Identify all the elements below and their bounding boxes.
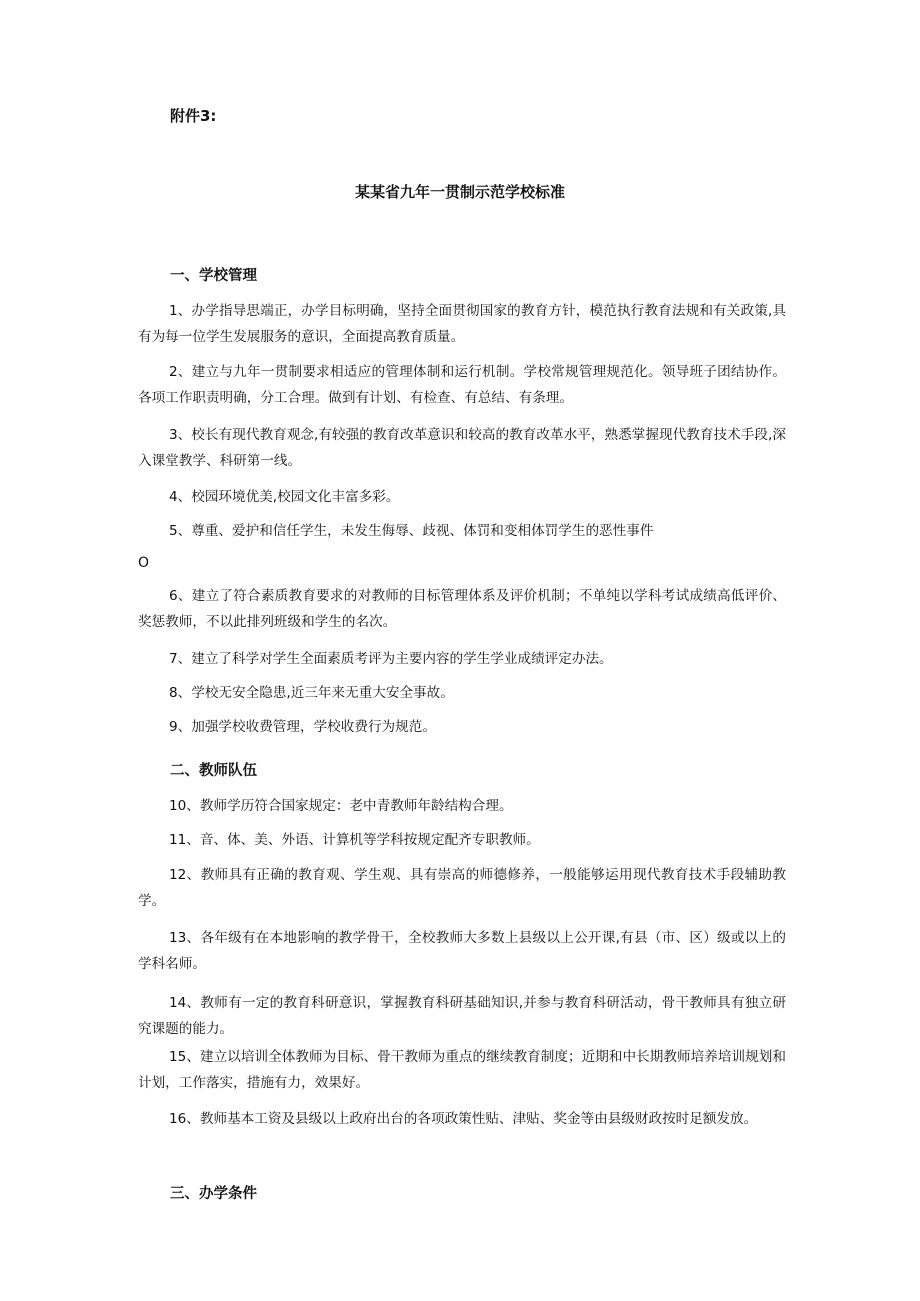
- section-heading-teachers: 二、教师队伍: [170, 763, 257, 779]
- list-item: 3、校长有现代教育观念,有较强的教育改革意识和较高的教育改革水平，熟悉掌握现代教育技术手段,深入课堂教学、科研第一线。: [138, 427, 786, 469]
- list-item: 10、教师学历符合国家规定：老中青教师年龄结构合理。: [169, 798, 513, 814]
- stray-mark: O: [138, 555, 150, 571]
- list-item: 9、加强学校收费管理，学校收费行为规范。: [169, 719, 436, 735]
- document-title: 某某省九年一贯制示范学校标准: [354, 183, 565, 201]
- list-item: 2、建立与九年一贯制要求相适应的管理体制和运行机制。学校常规管理规范化。领导班子团结协作。各项工作职责明确，分工合理。做到有计划、有检查、有总结、有条理。: [138, 364, 786, 406]
- attachment-label: 附件3:: [170, 107, 217, 125]
- list-item: 7、建立了科学对学生全面素质考评为主要内容的学生学业成绩评定办法。: [169, 651, 613, 667]
- list-item: 16、教师基本工资及县级以上政府出台的各项政策性贴、津贴、奖金等由县级财政按时足额发放。: [169, 1111, 758, 1127]
- list-item: 5、尊重、爱护和信任学生，未发生侮辱、歧视、体罚和变相体罚学生的恶性事件: [169, 523, 654, 539]
- list-item: 11、音、体、美、外语、计算机等学科按规定配齐专职教师。: [169, 832, 540, 848]
- section-heading-school-management: 一、学校管理: [170, 268, 257, 284]
- list-item: 15、建立以培训全体教师为目标、骨干教师为重点的继续教育制度；近期和中长期教师培养培训规划和计划，工作落实，措施有力，效果好。: [138, 1049, 786, 1091]
- list-item: 8、学校无安全隐患,近三年来无重大安全事故。: [169, 685, 454, 701]
- list-item: 6、建立了符合素质教育要求的对教师的目标管理体系及评价机制；不单纯以学科考试成绩高低评价、奖惩教师，不以此排列班级和学生的名次。: [138, 588, 786, 630]
- list-item: 14、教师有一定的教育科研意识，掌握教育科研基础知识,并参与教育科研活动，骨干教师具有独立研究课题的能力。: [138, 995, 786, 1037]
- list-item: 12、教师具有正确的教育观、学生观、具有崇高的师德修养，一般能够运用现代教育技术手段辅助教学。: [138, 867, 786, 909]
- list-item: 13、各年级有在本地影响的教学骨干，全校教师大多数上县级以上公开课,有县（市、区）级或以上的学科名师。: [138, 930, 786, 972]
- section-heading-school-conditions: 三、办学条件: [170, 1186, 257, 1202]
- list-item: 4、校园环境优美,校园文化丰富多彩。: [169, 489, 400, 505]
- list-item: 1、办学指导思端正，办学目标明确，坚持全面贯彻国家的教育方针，模范执行教育法规和有关政策,具有为每一位学生发展服务的意识，全面提高教育质量。: [138, 303, 786, 345]
